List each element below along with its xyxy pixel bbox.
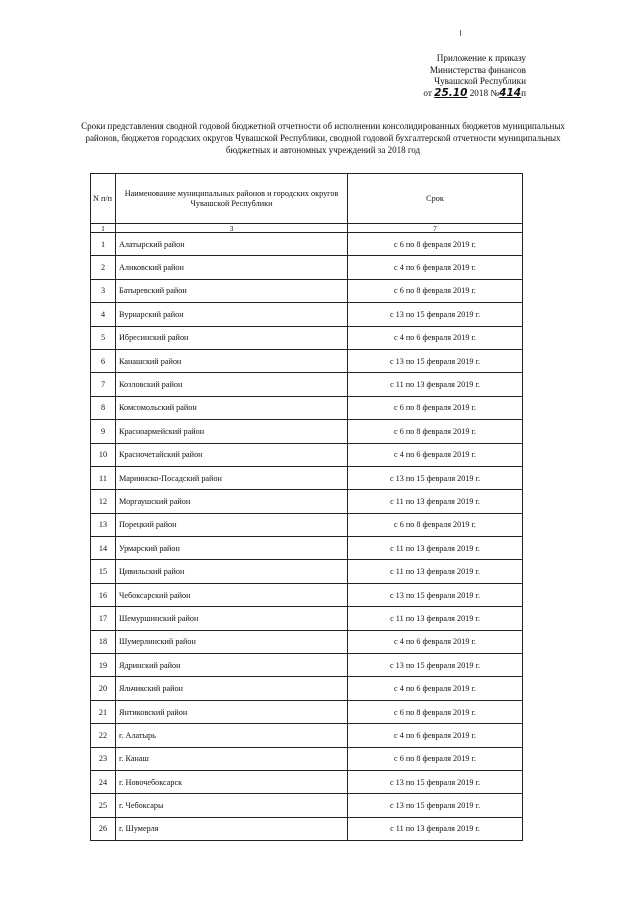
table-row (91, 326, 523, 349)
row-number: 6 (91, 349, 116, 372)
row-name: Чебоксарский район (116, 583, 348, 606)
table-row (91, 537, 523, 560)
row-number: 7 (91, 373, 116, 396)
row-number: 18 (91, 630, 116, 653)
table-row (91, 794, 523, 817)
row-term: с 11 по 13 февраля 2019 г. (348, 607, 523, 630)
table-body (91, 233, 523, 841)
row-number: 3 (91, 279, 116, 302)
row-term: с 11 по 13 февраля 2019 г. (348, 490, 523, 513)
row-term: с 4 по 6 февраля 2019 г. (348, 443, 523, 466)
row-term: с 13 по 15 февраля 2019 г. (348, 303, 523, 326)
row-number: 5 (91, 326, 116, 349)
row-term: с 6 по 8 февраля 2019 г. (348, 396, 523, 419)
row-number: 24 (91, 770, 116, 793)
table-row (91, 233, 523, 256)
row-number: 12 (91, 490, 116, 513)
row-term: с 6 по 8 февраля 2019 г. (348, 233, 523, 256)
row-name: г. Алатырь (116, 724, 348, 747)
row-name: г. Шумерля (116, 817, 348, 840)
row-term: с 6 по 8 февраля 2019 г. (348, 279, 523, 302)
appendix-note (423, 53, 526, 99)
row-number: 11 (91, 466, 116, 489)
deadlines-table (90, 173, 523, 841)
order-suffix: п (521, 87, 526, 98)
column-header-number: N п/п (91, 174, 116, 224)
table-row (91, 583, 523, 606)
row-name: Урмарский район (116, 537, 348, 560)
order-prefix: от (423, 87, 432, 98)
table-row (91, 747, 523, 770)
order-month-separator: . (448, 86, 453, 99)
row-name: Аликовский район (116, 256, 348, 279)
row-term: с 4 по 6 февраля 2019 г. (348, 724, 523, 747)
row-term: с 6 по 8 февраля 2019 г. (348, 420, 523, 443)
row-name: Красночетайский район (116, 443, 348, 466)
row-number: 15 (91, 560, 116, 583)
table-row (91, 770, 523, 793)
row-name: Мариинско-Посадский район (116, 466, 348, 489)
row-name: Красноармейский район (116, 420, 348, 443)
row-number: 26 (91, 817, 116, 840)
row-term: с 11 по 13 февраля 2019 г. (348, 373, 523, 396)
table-row (91, 256, 523, 279)
table-row (91, 420, 523, 443)
column-index-number: 1 (91, 224, 116, 233)
row-name: Козловский район (116, 373, 348, 396)
row-number: 10 (91, 443, 116, 466)
row-name: Вурнарский район (116, 303, 348, 326)
table-row (91, 303, 523, 326)
table-row (91, 677, 523, 700)
row-term: с 13 по 15 февраля 2019 г. (348, 794, 523, 817)
row-number: 17 (91, 607, 116, 630)
scan-artifact-mark (460, 30, 461, 36)
row-number: 2 (91, 256, 116, 279)
table-row (91, 466, 523, 489)
row-term: с 4 по 6 февраля 2019 г. (348, 256, 523, 279)
order-number-sign: № (490, 87, 500, 98)
table-row (91, 560, 523, 583)
table-row (91, 443, 523, 466)
row-name: Яльчикский район (116, 677, 348, 700)
row-number: 9 (91, 420, 116, 443)
row-name: Батыревский район (116, 279, 348, 302)
row-name: г. Чебоксары (116, 794, 348, 817)
table-row (91, 513, 523, 536)
row-name: Комсомольский район (116, 396, 348, 419)
document-title: Сроки представления сводной годовой бюджетной отчетности об исполнении консолидированных бюджетов муниципальных районов, бюджетов городских округов Чувашской Республики, сводной годовой бухгалтерской отчетности муниципальных бюджетных и автономных учреждений за 2018 год (81, 121, 565, 155)
row-term: с 4 по 6 февраля 2019 г. (348, 630, 523, 653)
table-row (91, 630, 523, 653)
row-term: с 4 по 6 февраля 2019 г. (348, 326, 523, 349)
row-term: с 11 по 13 февраля 2019 г. (348, 537, 523, 560)
column-index-name: 3 (116, 224, 348, 233)
table-row (91, 279, 523, 302)
row-term: с 6 по 8 февраля 2019 г. (348, 513, 523, 536)
row-term: с 6 по 8 февраля 2019 г. (348, 700, 523, 723)
table-header-row (91, 174, 523, 224)
column-header-term: Срок (348, 174, 523, 224)
row-term: с 4 по 6 февраля 2019 г. (348, 677, 523, 700)
row-name: Моргаушский район (116, 490, 348, 513)
row-term: с 13 по 15 февраля 2019 г. (348, 654, 523, 677)
row-term: с 13 по 15 февраля 2019 г. (348, 349, 523, 372)
row-number: 8 (91, 396, 116, 419)
table-row (91, 349, 523, 372)
table-row (91, 396, 523, 419)
row-name: Канашский район (116, 349, 348, 372)
row-name: Шемуршинский район (116, 607, 348, 630)
order-month: 10 (452, 86, 468, 99)
table-row (91, 490, 523, 513)
appendix-line-1: Приложение к приказу (436, 53, 526, 63)
table-row (91, 373, 523, 396)
row-number: 23 (91, 747, 116, 770)
table-row (91, 654, 523, 677)
row-name: Янтиковский район (116, 700, 348, 723)
column-index-term: 7 (348, 224, 523, 233)
table-column-index-row (91, 224, 523, 233)
row-term: с 13 по 15 февраля 2019 г. (348, 770, 523, 793)
row-name: Ядринский район (116, 654, 348, 677)
order-year: 2018 (469, 87, 489, 98)
row-number: 13 (91, 513, 116, 536)
row-number: 20 (91, 677, 116, 700)
row-name: Шумерлинский район (116, 630, 348, 653)
row-number: 21 (91, 700, 116, 723)
order-day: 25 (434, 86, 449, 99)
table-row (91, 607, 523, 630)
row-number: 22 (91, 724, 116, 747)
row-name: Алатырский район (116, 233, 348, 256)
column-header-name: Наименование муниципальных районов и городских округов Чувашской Республики (116, 174, 348, 224)
row-name: г. Новочебоксарск (116, 770, 348, 793)
row-number: 19 (91, 654, 116, 677)
row-name: Порецкий район (116, 513, 348, 536)
table-row (91, 724, 523, 747)
row-term: с 13 по 15 февраля 2019 г. (348, 583, 523, 606)
row-number: 25 (91, 794, 116, 817)
row-term: с 11 по 13 февраля 2019 г. (348, 817, 523, 840)
row-term: с 6 по 8 февраля 2019 г. (348, 747, 523, 770)
row-number: 16 (91, 583, 116, 606)
row-name: Ибресинский район (116, 326, 348, 349)
row-name: г. Канаш (116, 747, 348, 770)
row-number: 1 (91, 233, 116, 256)
row-number: 14 (91, 537, 116, 560)
table-row (91, 700, 523, 723)
appendix-line-3: Чувашской Республики (434, 76, 526, 87)
row-term: с 13 по 15 февраля 2019 г. (348, 466, 523, 489)
table-row (91, 817, 523, 840)
appendix-line-2: Министерства финансов (429, 64, 526, 75)
row-term: с 11 по 13 февраля 2019 г. (348, 560, 523, 583)
row-number: 4 (91, 303, 116, 326)
order-number: 414 (499, 86, 522, 99)
row-name: Цивильский район (116, 560, 348, 583)
order-reference (423, 88, 526, 100)
